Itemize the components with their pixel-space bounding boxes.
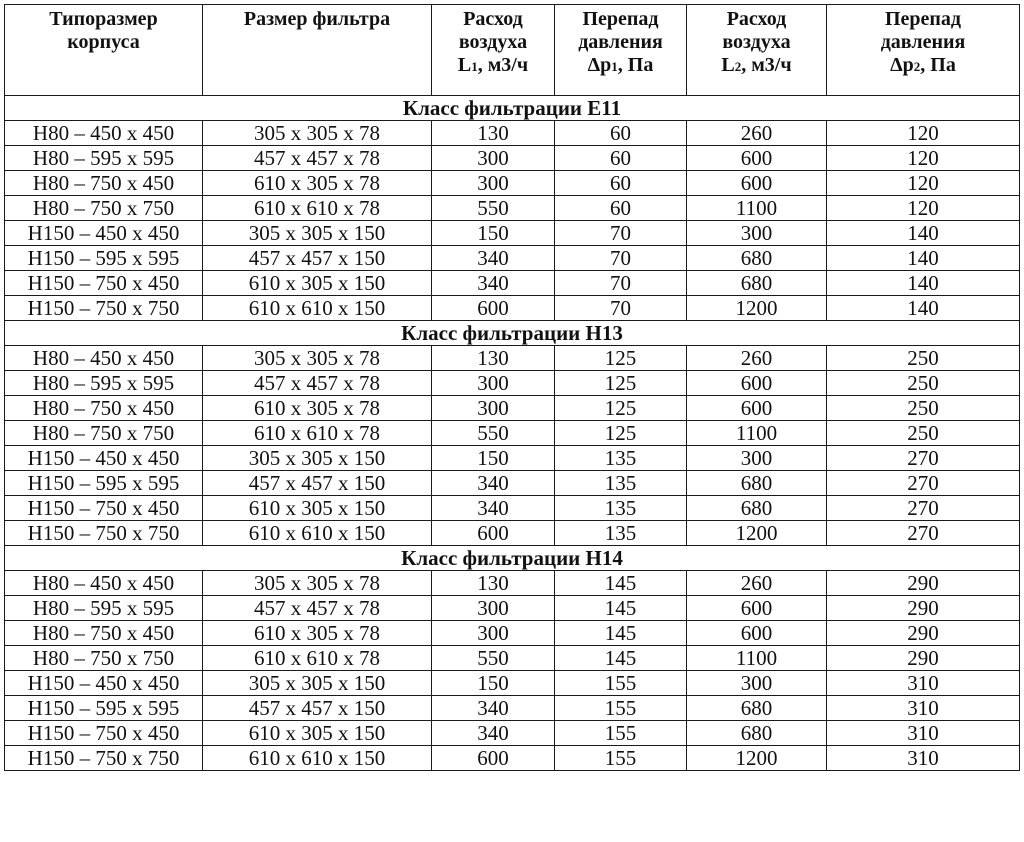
header-symbol: L bbox=[457, 54, 472, 76]
header-line: Расход bbox=[463, 8, 523, 30]
housing-size-cell: H80 – 750 x 450 bbox=[5, 396, 203, 421]
airflow-1-cell: 600 bbox=[432, 296, 555, 321]
header-line: Перепад bbox=[884, 8, 962, 30]
pressure-drop-2-cell: 140 bbox=[827, 246, 1020, 271]
pressure-drop-2-cell: 310 bbox=[827, 721, 1020, 746]
table-row bbox=[5, 596, 1020, 621]
airflow-1-cell: 300 bbox=[432, 146, 555, 171]
pressure-drop-2-cell: 120 bbox=[827, 146, 1020, 171]
pressure-drop-2-cell: 270 bbox=[827, 521, 1020, 546]
housing-size-cell: H80 – 750 x 450 bbox=[5, 621, 203, 646]
filter-size-cell: 457 x 457 x 150 bbox=[203, 246, 432, 271]
airflow-1-cell: 340 bbox=[432, 721, 555, 746]
airflow-1-cell: 300 bbox=[432, 396, 555, 421]
airflow-1-cell: 340 bbox=[432, 471, 555, 496]
header-line: Размер фильтра bbox=[243, 8, 391, 30]
airflow-2-cell: 680 bbox=[687, 496, 827, 521]
pressure-drop-2-cell: 270 bbox=[827, 496, 1020, 521]
airflow-1-cell: 150 bbox=[432, 671, 555, 696]
filter-size-cell: 610 x 610 x 78 bbox=[203, 196, 432, 221]
table-row bbox=[5, 246, 1020, 271]
pressure-drop-1-cell: 125 bbox=[555, 371, 687, 396]
filter-size-cell: 610 x 305 x 150 bbox=[203, 721, 432, 746]
pressure-drop-2-cell: 250 bbox=[827, 371, 1020, 396]
filter-size-cell: 610 x 610 x 150 bbox=[203, 521, 432, 546]
airflow-1-cell: 130 bbox=[432, 571, 555, 596]
pressure-drop-2-cell: 290 bbox=[827, 646, 1020, 671]
pressure-drop-1-cell: 60 bbox=[555, 146, 687, 171]
housing-size-cell: H150 – 750 x 750 bbox=[5, 521, 203, 546]
airflow-1-cell: 300 bbox=[432, 171, 555, 196]
filter-size-cell: 457 x 457 x 78 bbox=[203, 146, 432, 171]
airflow-2-cell: 680 bbox=[687, 696, 827, 721]
housing-size-cell: H150 – 450 x 450 bbox=[5, 221, 203, 246]
pressure-drop-1-cell: 135 bbox=[555, 496, 687, 521]
airflow-1-cell: 300 bbox=[432, 596, 555, 621]
airflow-2-cell: 680 bbox=[687, 721, 827, 746]
header-unit-line bbox=[687, 54, 826, 78]
filter-size-cell: 305 x 305 x 150 bbox=[203, 221, 432, 246]
pressure-drop-1-cell: 155 bbox=[555, 671, 687, 696]
pressure-drop-1-cell: 60 bbox=[555, 196, 687, 221]
airflow-1-cell: 150 bbox=[432, 221, 555, 246]
pressure-drop-2-cell: 290 bbox=[827, 621, 1020, 646]
filter-size-cell: 610 x 305 x 150 bbox=[203, 271, 432, 296]
airflow-1-cell: 300 bbox=[432, 371, 555, 396]
airflow-2-cell: 1100 bbox=[687, 196, 827, 221]
pressure-drop-1-cell: 145 bbox=[555, 646, 687, 671]
airflow-1-cell: 340 bbox=[432, 246, 555, 271]
filter-size-cell: 610 x 305 x 78 bbox=[203, 171, 432, 196]
header-unit-line bbox=[827, 54, 1019, 78]
housing-size-cell: H80 – 595 x 595 bbox=[5, 371, 203, 396]
pressure-drop-1-cell: 135 bbox=[555, 446, 687, 471]
filter-size-cell: 457 x 457 x 150 bbox=[203, 696, 432, 721]
filtration-class-title: Класс фильтрации Н13 bbox=[5, 321, 1020, 346]
pressure-drop-2-cell: 270 bbox=[827, 446, 1020, 471]
housing-size-cell: H80 – 450 x 450 bbox=[5, 571, 203, 596]
filter-size-cell: 457 x 457 x 78 bbox=[203, 596, 432, 621]
pressure-drop-2-cell: 310 bbox=[827, 696, 1020, 721]
pressure-drop-2-cell: 270 bbox=[827, 471, 1020, 496]
table-row bbox=[5, 146, 1020, 171]
pressure-drop-1-cell: 125 bbox=[555, 346, 687, 371]
header-unit: , м3/ч bbox=[477, 54, 529, 76]
pressure-drop-1-cell: 70 bbox=[555, 296, 687, 321]
airflow-2-cell: 680 bbox=[687, 471, 827, 496]
header-row bbox=[5, 5, 1020, 96]
pressure-drop-1-cell: 125 bbox=[555, 421, 687, 446]
pressure-drop-1-cell: 155 bbox=[555, 721, 687, 746]
header-unit-line bbox=[555, 54, 686, 78]
airflow-2-cell: 680 bbox=[687, 271, 827, 296]
header-pressure-drop-2 bbox=[827, 5, 1020, 96]
airflow-2-cell: 300 bbox=[687, 671, 827, 696]
airflow-1-cell: 340 bbox=[432, 496, 555, 521]
airflow-2-cell: 600 bbox=[687, 171, 827, 196]
table-row bbox=[5, 346, 1020, 371]
table-row bbox=[5, 571, 1020, 596]
header-subscript: 1 bbox=[611, 59, 618, 74]
table-row bbox=[5, 521, 1020, 546]
pressure-drop-2-cell: 290 bbox=[827, 596, 1020, 621]
airflow-2-cell: 680 bbox=[687, 246, 827, 271]
pressure-drop-2-cell: 120 bbox=[827, 121, 1020, 146]
header-unit-line bbox=[432, 54, 554, 78]
housing-size-cell: H80 – 750 x 750 bbox=[5, 196, 203, 221]
airflow-1-cell: 340 bbox=[432, 696, 555, 721]
filter-size-cell: 610 x 305 x 78 bbox=[203, 621, 432, 646]
airflow-1-cell: 150 bbox=[432, 446, 555, 471]
pressure-drop-1-cell: 155 bbox=[555, 746, 687, 771]
housing-size-cell: H150 – 595 x 595 bbox=[5, 246, 203, 271]
table-row bbox=[5, 296, 1020, 321]
table-row bbox=[5, 221, 1020, 246]
table-row bbox=[5, 721, 1020, 746]
pressure-drop-2-cell: 250 bbox=[827, 396, 1020, 421]
filter-size-cell: 305 x 305 x 78 bbox=[203, 346, 432, 371]
header-subscript: 2 bbox=[734, 59, 742, 74]
pressure-drop-1-cell: 60 bbox=[555, 171, 687, 196]
housing-size-cell: H80 – 450 x 450 bbox=[5, 346, 203, 371]
airflow-2-cell: 1200 bbox=[687, 296, 827, 321]
airflow-1-cell: 550 bbox=[432, 421, 555, 446]
airflow-2-cell: 300 bbox=[687, 221, 827, 246]
filter-spec-table bbox=[4, 4, 1020, 771]
airflow-2-cell: 260 bbox=[687, 121, 827, 146]
pressure-drop-1-cell: 60 bbox=[555, 121, 687, 146]
airflow-2-cell: 600 bbox=[687, 396, 827, 421]
table-row bbox=[5, 746, 1020, 771]
pressure-drop-2-cell: 290 bbox=[827, 571, 1020, 596]
airflow-2-cell: 1100 bbox=[687, 646, 827, 671]
airflow-2-cell: 300 bbox=[687, 446, 827, 471]
table-row bbox=[5, 671, 1020, 696]
table-row bbox=[5, 271, 1020, 296]
table-row bbox=[5, 471, 1020, 496]
pressure-drop-2-cell: 120 bbox=[827, 171, 1020, 196]
housing-size-cell: H80 – 750 x 450 bbox=[5, 171, 203, 196]
pressure-drop-2-cell: 140 bbox=[827, 296, 1020, 321]
pressure-drop-1-cell: 135 bbox=[555, 521, 687, 546]
header-symbol: L bbox=[721, 54, 735, 76]
airflow-2-cell: 1200 bbox=[687, 746, 827, 771]
header-subscript: 2 bbox=[913, 59, 921, 74]
header-line: давления bbox=[578, 31, 663, 53]
header-line: воздуха bbox=[458, 31, 528, 53]
airflow-1-cell: 600 bbox=[432, 521, 555, 546]
filter-size-cell: 610 x 305 x 78 bbox=[203, 396, 432, 421]
airflow-1-cell: 130 bbox=[432, 121, 555, 146]
header-unit: , м3/ч bbox=[741, 54, 792, 76]
airflow-2-cell: 600 bbox=[687, 596, 827, 621]
table-row bbox=[5, 371, 1020, 396]
header-line: Типоразмер bbox=[49, 8, 158, 30]
table-row bbox=[5, 621, 1020, 646]
pressure-drop-2-cell: 310 bbox=[827, 671, 1020, 696]
airflow-2-cell: 1100 bbox=[687, 421, 827, 446]
table-row bbox=[5, 646, 1020, 671]
housing-size-cell: H80 – 595 x 595 bbox=[5, 146, 203, 171]
housing-size-cell: H150 – 595 x 595 bbox=[5, 696, 203, 721]
housing-size-cell: H80 – 750 x 750 bbox=[5, 421, 203, 446]
airflow-2-cell: 1200 bbox=[687, 521, 827, 546]
housing-size-cell: H80 – 450 x 450 bbox=[5, 121, 203, 146]
filter-size-cell: 610 x 610 x 78 bbox=[203, 646, 432, 671]
housing-size-cell: H150 – 750 x 750 bbox=[5, 296, 203, 321]
airflow-1-cell: 550 bbox=[432, 646, 555, 671]
housing-size-cell: H150 – 595 x 595 bbox=[5, 471, 203, 496]
airflow-2-cell: 600 bbox=[687, 371, 827, 396]
table-row bbox=[5, 496, 1020, 521]
table-row bbox=[5, 396, 1020, 421]
filtration-class-title: Класс фильтрации Н14 bbox=[5, 546, 1020, 571]
airflow-1-cell: 600 bbox=[432, 746, 555, 771]
filtration-class-title: Класс фильтрации Е11 bbox=[5, 96, 1020, 121]
housing-size-cell: H80 – 750 x 750 bbox=[5, 646, 203, 671]
pressure-drop-1-cell: 145 bbox=[555, 571, 687, 596]
housing-size-cell: H150 – 750 x 450 bbox=[5, 721, 203, 746]
airflow-1-cell: 130 bbox=[432, 346, 555, 371]
airflow-2-cell: 260 bbox=[687, 571, 827, 596]
pressure-drop-1-cell: 125 bbox=[555, 396, 687, 421]
airflow-2-cell: 600 bbox=[687, 146, 827, 171]
header-airflow-1 bbox=[432, 5, 555, 96]
pressure-drop-2-cell: 140 bbox=[827, 221, 1020, 246]
airflow-2-cell: 260 bbox=[687, 346, 827, 371]
airflow-1-cell: 550 bbox=[432, 196, 555, 221]
pressure-drop-1-cell: 70 bbox=[555, 221, 687, 246]
header-line: воздуха bbox=[722, 31, 791, 53]
filter-size-cell: 305 x 305 x 78 bbox=[203, 121, 432, 146]
header-line: корпуса bbox=[67, 31, 140, 53]
header-line: Расход bbox=[726, 8, 787, 30]
housing-size-cell: H80 – 595 x 595 bbox=[5, 596, 203, 621]
filter-size-cell: 610 x 610 x 150 bbox=[203, 296, 432, 321]
header-pressure-drop-1 bbox=[555, 5, 687, 96]
pressure-drop-2-cell: 140 bbox=[827, 271, 1020, 296]
table-row bbox=[5, 421, 1020, 446]
filter-size-cell: 305 x 305 x 150 bbox=[203, 671, 432, 696]
header-housing-size bbox=[5, 5, 203, 96]
pressure-drop-1-cell: 70 bbox=[555, 271, 687, 296]
pressure-drop-2-cell: 120 bbox=[827, 196, 1020, 221]
header-subscript: 1 bbox=[471, 59, 478, 74]
housing-size-cell: H150 – 450 x 450 bbox=[5, 446, 203, 471]
header-symbol: Δp bbox=[587, 54, 612, 76]
table-row bbox=[5, 171, 1020, 196]
pressure-drop-1-cell: 155 bbox=[555, 696, 687, 721]
filtration-class-row bbox=[5, 546, 1020, 571]
airflow-1-cell: 300 bbox=[432, 621, 555, 646]
housing-size-cell: H150 – 450 x 450 bbox=[5, 671, 203, 696]
filter-size-cell: 610 x 610 x 150 bbox=[203, 746, 432, 771]
header-symbol: Δp bbox=[890, 54, 914, 76]
housing-size-cell: H150 – 750 x 750 bbox=[5, 746, 203, 771]
airflow-2-cell: 600 bbox=[687, 621, 827, 646]
table-row bbox=[5, 196, 1020, 221]
pressure-drop-2-cell: 250 bbox=[827, 421, 1020, 446]
header-line: давления bbox=[880, 31, 966, 53]
pressure-drop-1-cell: 70 bbox=[555, 246, 687, 271]
header-filter-size bbox=[203, 5, 432, 96]
pressure-drop-2-cell: 310 bbox=[827, 746, 1020, 771]
pressure-drop-1-cell: 145 bbox=[555, 596, 687, 621]
table-body bbox=[5, 96, 1020, 771]
filtration-class-row bbox=[5, 321, 1020, 346]
table-row bbox=[5, 446, 1020, 471]
header-line: Перепад bbox=[582, 8, 659, 30]
header-unit: , Па bbox=[920, 54, 956, 76]
pressure-drop-1-cell: 145 bbox=[555, 621, 687, 646]
housing-size-cell: H150 – 750 x 450 bbox=[5, 271, 203, 296]
header-unit: , Па bbox=[617, 54, 654, 76]
filter-size-cell: 610 x 610 x 78 bbox=[203, 421, 432, 446]
housing-size-cell: H150 – 750 x 450 bbox=[5, 496, 203, 521]
table-row bbox=[5, 696, 1020, 721]
filtration-class-row bbox=[5, 96, 1020, 121]
pressure-drop-1-cell: 135 bbox=[555, 471, 687, 496]
filter-size-cell: 305 x 305 x 78 bbox=[203, 571, 432, 596]
pressure-drop-2-cell: 250 bbox=[827, 346, 1020, 371]
filter-size-cell: 305 x 305 x 150 bbox=[203, 446, 432, 471]
table-row bbox=[5, 121, 1020, 146]
airflow-1-cell: 340 bbox=[432, 271, 555, 296]
filter-size-cell: 457 x 457 x 150 bbox=[203, 471, 432, 496]
header-airflow-2 bbox=[687, 5, 827, 96]
filter-size-cell: 457 x 457 x 78 bbox=[203, 371, 432, 396]
filter-size-cell: 610 x 305 x 150 bbox=[203, 496, 432, 521]
